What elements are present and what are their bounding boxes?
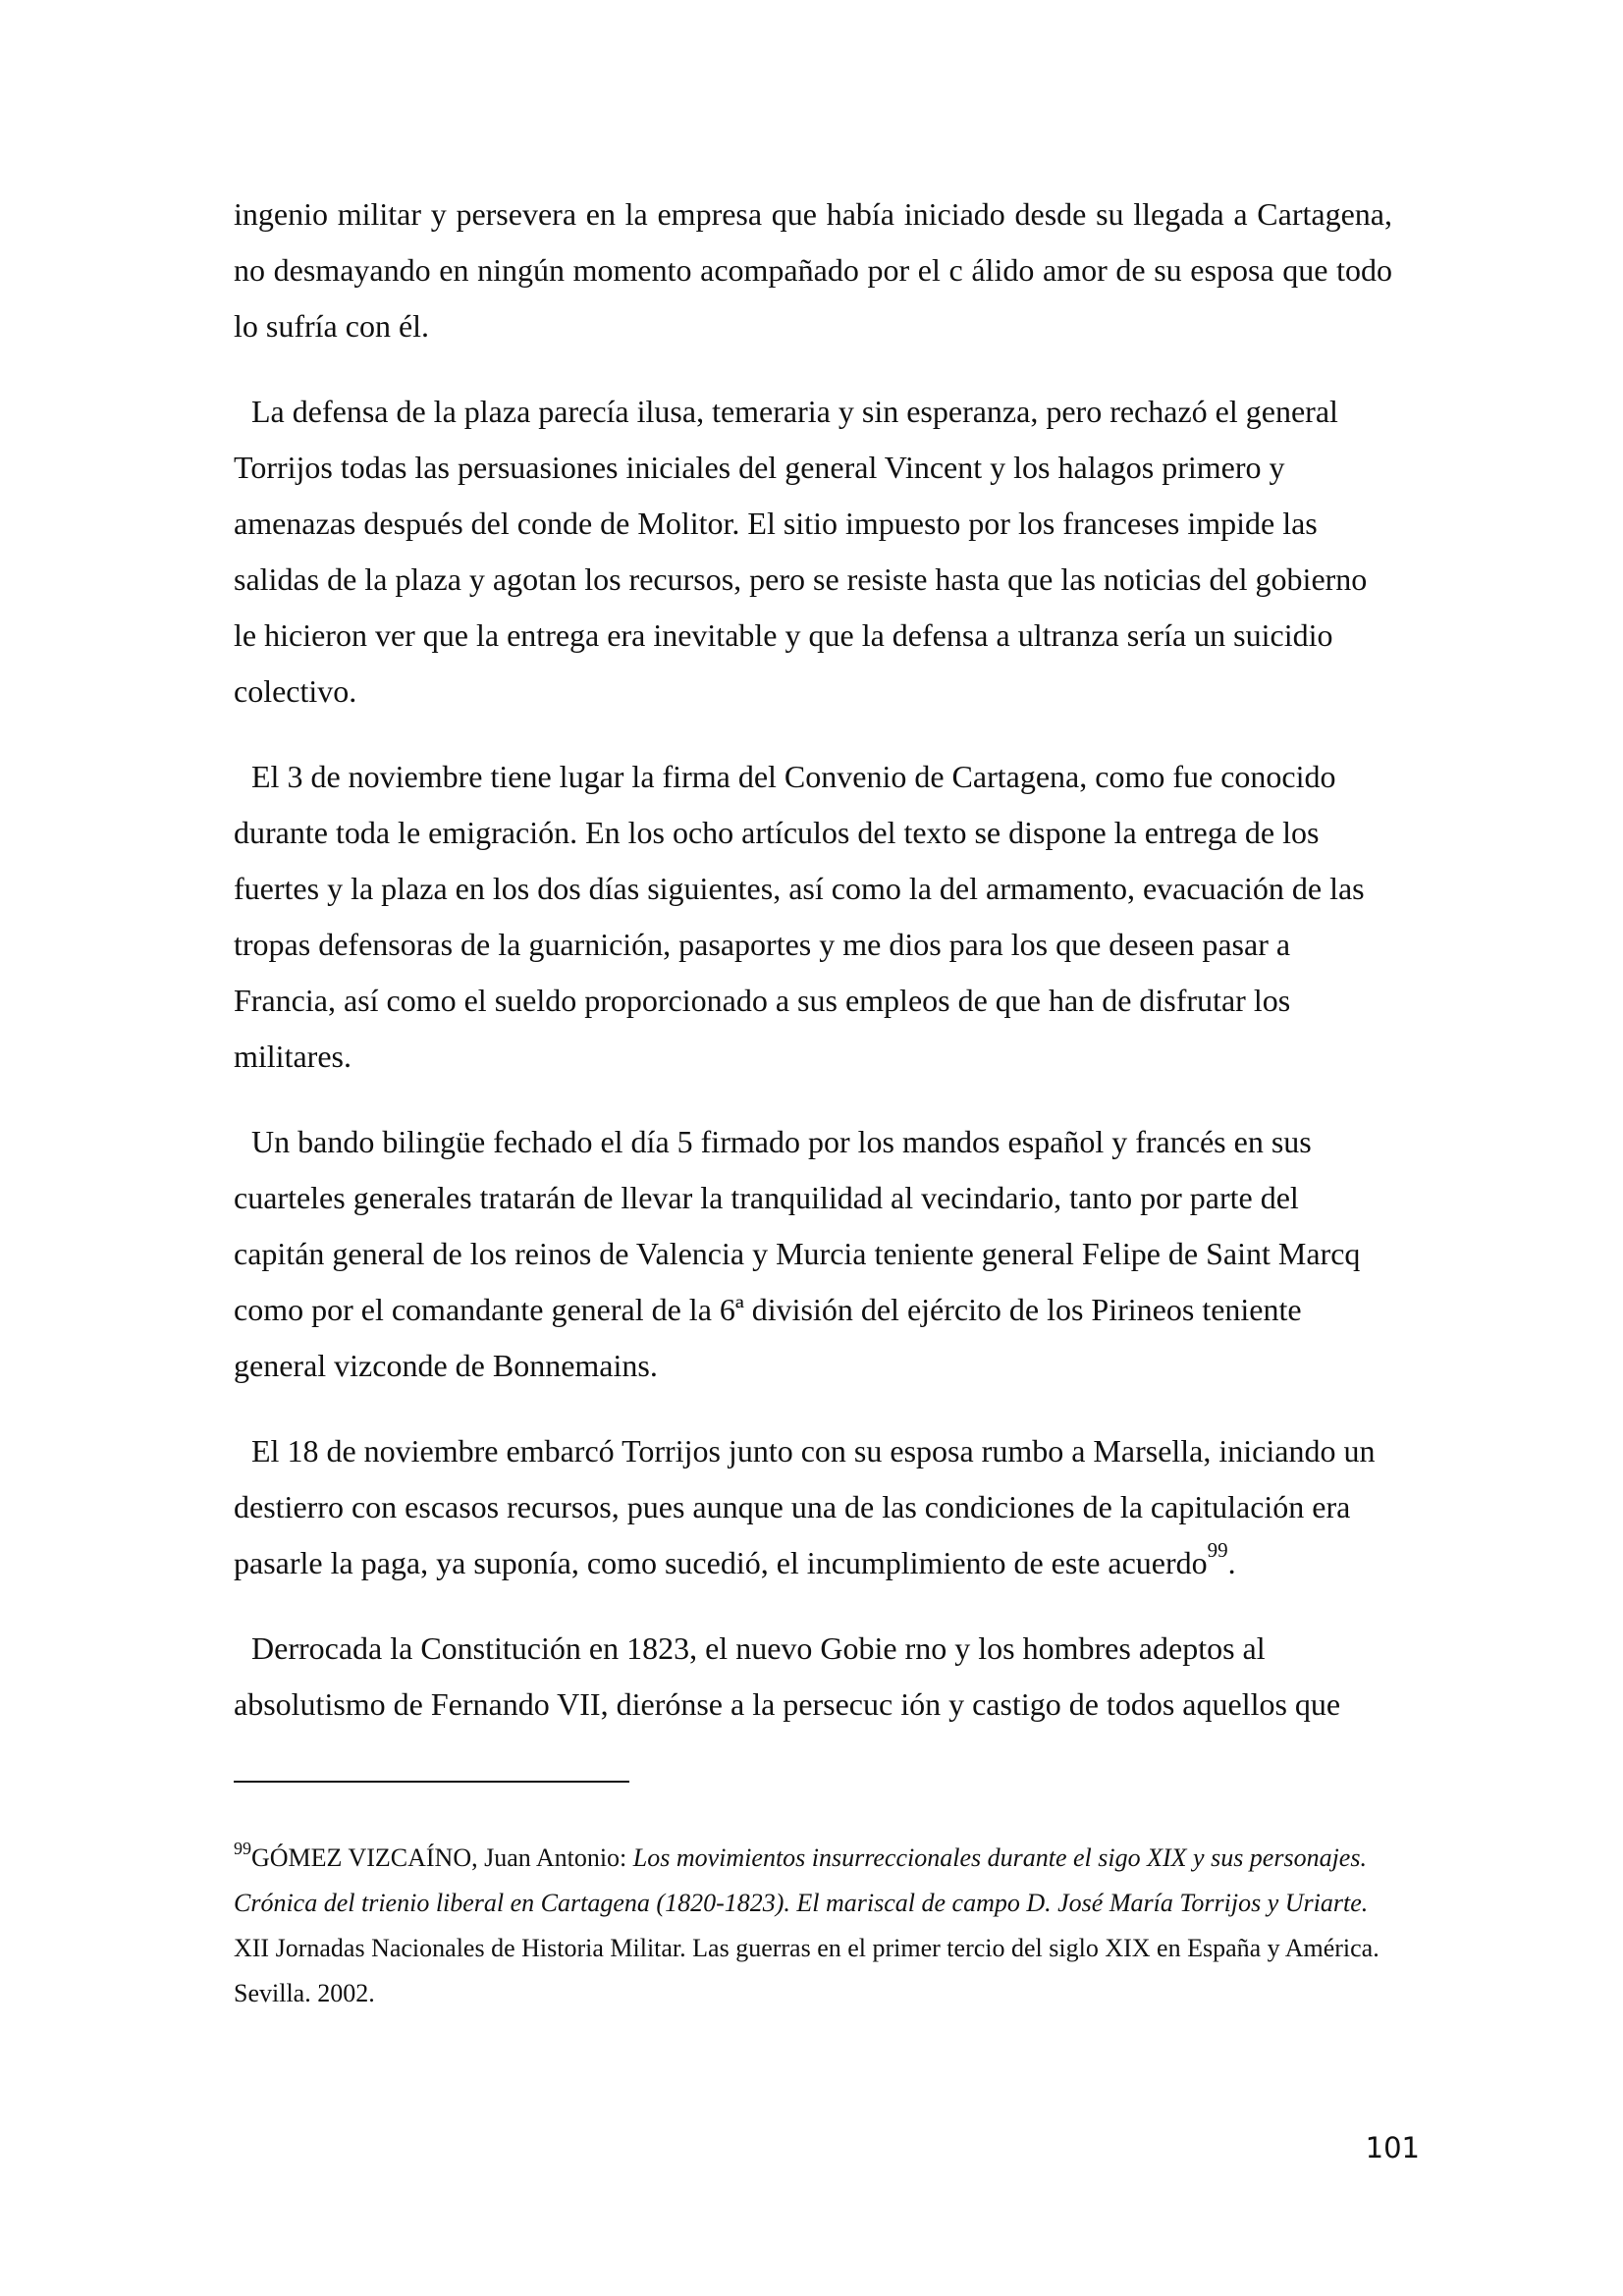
footnote-details: XII Jornadas Nacionales de Historia Militar. Las guerras en el primer tercio del siglo XIX en España y América. Sevilla. 2002. <box>234 1934 1380 2007</box>
paragraph-5-text: El 18 de noviembre embarcó Torrijos junto con su esposa rumbo a Marsella, iniciando un destierro con escasos recursos, pues aunque una de las condiciones de la capitulación era pasarle la paga, ya suponía, como sucedió, el incumplimiento de este acuerdo <box>234 1433 1376 1580</box>
footnote-title: Los movimientos insurreccionales durante el sigo XIX y sus personajes. Crónica del trienio liberal en Cartagena (1820-1823). El mariscal de campo D. José María Torrijos y Uriarte. <box>234 1843 1369 1917</box>
footnote-reference[interactable]: 99 <box>1207 1538 1228 1562</box>
footnote-number: 99 <box>234 1839 251 1858</box>
body-text <box>234 187 1392 1762</box>
footnote-author: GÓMEZ VIZCAÍNO, Juan Antonio: <box>251 1843 633 1872</box>
paragraph-3: El 3 de noviembre tiene lugar la firma del Convenio de Cartagena, como fue conocido durante toda le emigración. En los ocho artículos del texto se dispone la entrega de los fuertes y la plaza en los dos días siguientes, así como la del armamento, evacuación de las tropas defensoras de la guarnición, pasaportes y me dios para los que deseen pasar a Francia, así como el sueldo proporcionado a sus empleos de que han de disfrutar los militares. <box>234 759 1365 1074</box>
paragraph-4: Un bando bilingüe fechado el día 5 firmado por los mandos español y francés en sus cuarteles generales tratarán de llevar la tranquilidad al vecindario, tanto por parte del capitán general de los reinos de Valencia y Murcia teniente general Felipe de Saint Marcq como por el comandante general de la 6ª división del ejército de los Pirineos teniente general vizconde de Bonnemains. <box>234 1124 1361 1383</box>
paragraph-6: Derrocada la Constitución en 1823, el nuevo Gobie rno y los hombres adeptos al absolutismo de Fernando VII, dierónse a la persecuc ión y castigo de todos aquellos que <box>234 1630 1341 1722</box>
footnote-reference-period: . <box>1227 1545 1236 1580</box>
page-number: 101 <box>1365 2131 1420 2164</box>
paragraph-5 <box>234 1423 1392 1591</box>
footnote-text <box>234 1836 1392 2016</box>
footnote <box>234 1836 1392 2016</box>
paragraph-2: La defensa de la plaza parecía ilusa, temeraria y sin esperanza, pero rechazó el general Torrijos todas las persuasiones iniciales del general Vincent y los halagos primero y amenazas después del conde de Molitor. El sitio impuesto por los franceses impide las salidas de la plaza y agotan los recursos, pero se resiste hasta que las noticias del gobierno le hicieron ver que la entrega era inevitable y que la defensa a ultranza sería un suicidio colectivo. <box>234 394 1368 709</box>
paragraph-1: ingenio militar y persevera en la empresa que había iniciado desde su llegada a Cartagena, no desmayando en ningún momento acompañado por el c álido amor de su esposa que todo lo sufría con él. <box>234 196 1392 344</box>
footnote-separator <box>234 1781 629 1783</box>
